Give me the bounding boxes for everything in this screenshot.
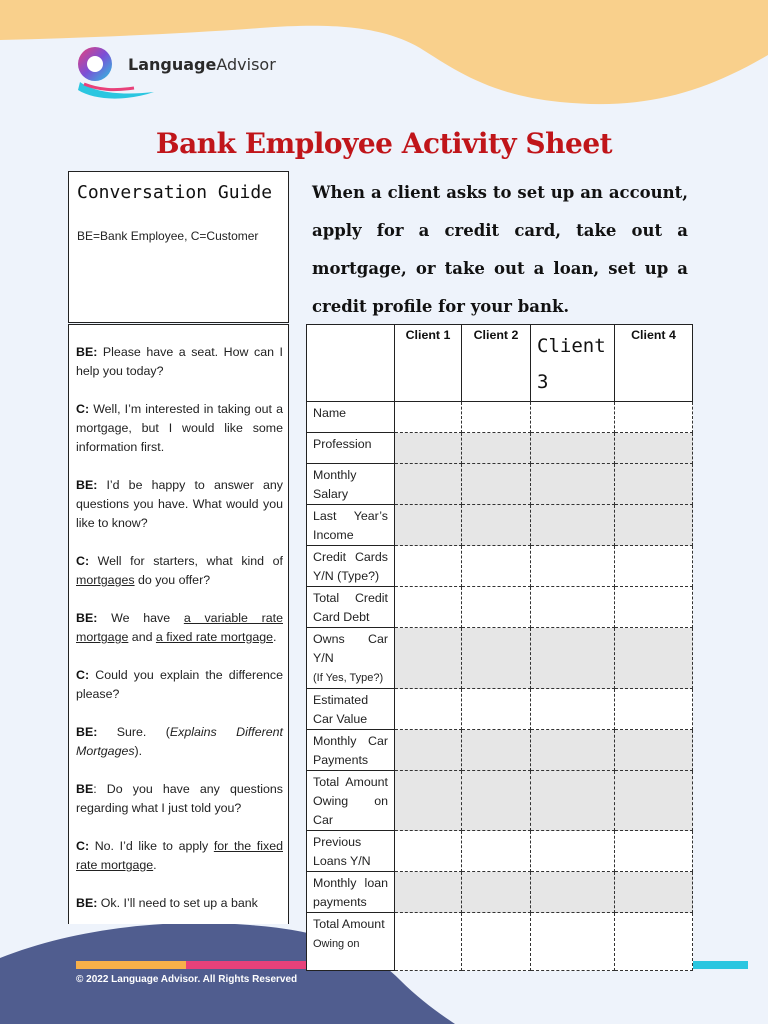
input-cell[interactable] [531, 689, 615, 730]
input-cell[interactable] [462, 546, 531, 587]
input-cell[interactable] [395, 587, 462, 628]
input-cell[interactable] [531, 505, 615, 546]
header-client-2: Client 2 [462, 325, 531, 402]
dialog-line: BE: Sure. (Explains Different Mortgages). [76, 725, 283, 758]
copyright-footer: © 2022 Language Advisor. All Rights Reserved [76, 974, 298, 985]
input-cell[interactable] [615, 464, 693, 505]
instructions-text: When a client asks to set up an account, apply for a credit card, take out a mortgage, or take out a loan, set up a credit profile for your bank. [312, 183, 688, 316]
input-cell[interactable] [615, 730, 693, 771]
row-label-profession: Profession [307, 433, 395, 464]
dialog-line: C: Could you explain the difference please? [76, 668, 283, 701]
input-cell[interactable] [462, 587, 531, 628]
header-client-4: Client 4 [615, 325, 693, 402]
dialog-line: BE: Please have a seat. How can I help you today? [76, 345, 283, 378]
input-cell[interactable] [395, 730, 462, 771]
input-cell[interactable] [615, 689, 693, 730]
dialog-line: BE: Do you have any questions regarding what I just told you? [76, 782, 283, 815]
row-label-name: Name [307, 402, 395, 433]
input-cell[interactable] [462, 913, 531, 971]
row-label-total-credit-card-debt: Total Credit Card Debt [307, 587, 395, 628]
row-label-estimated-car-value: Estimated Car Value [307, 689, 395, 730]
input-cell[interactable] [395, 433, 462, 464]
input-cell[interactable] [462, 628, 531, 689]
row-label-total-amount-owing [307, 913, 395, 971]
input-cell[interactable] [615, 831, 693, 872]
header-client-3: Client 3 [531, 325, 615, 402]
dialog-line: BE: I’d be happy to answer any questions you have. What would you like to know? [76, 478, 283, 530]
input-cell[interactable] [395, 464, 462, 505]
input-cell[interactable] [531, 546, 615, 587]
input-cell[interactable] [462, 831, 531, 872]
input-cell[interactable] [531, 402, 615, 433]
input-cell[interactable] [531, 913, 615, 971]
input-cell[interactable] [395, 831, 462, 872]
input-cell[interactable] [395, 689, 462, 730]
input-cell[interactable] [531, 730, 615, 771]
input-cell[interactable] [615, 628, 693, 689]
conversation-guide-box [68, 171, 289, 323]
input-cell[interactable] [531, 433, 615, 464]
input-cell[interactable] [462, 872, 531, 913]
row-label-owns-car [307, 628, 395, 689]
input-cell[interactable] [395, 546, 462, 587]
guide-legend: BE=Bank Employee, C=Customer [77, 229, 259, 243]
input-cell[interactable] [462, 433, 531, 464]
row-label-text: Owns Car Y/N [313, 632, 388, 665]
input-cell[interactable] [462, 689, 531, 730]
input-cell[interactable] [531, 872, 615, 913]
brand-name: LanguageAdvisor [128, 55, 276, 74]
input-cell[interactable] [462, 464, 531, 505]
header-corner [307, 325, 395, 402]
input-cell[interactable] [615, 505, 693, 546]
client-profile-table [306, 324, 693, 971]
input-cell[interactable] [462, 771, 531, 831]
input-cell[interactable] [395, 771, 462, 831]
input-cell[interactable] [395, 628, 462, 689]
input-cell[interactable] [462, 505, 531, 546]
row-label-text: Total Amount [313, 917, 385, 931]
dialog-line: BE: We have a variable rate mortgage and a fixed rate mortgage. [76, 611, 283, 644]
input-cell[interactable] [615, 771, 693, 831]
input-cell[interactable] [395, 505, 462, 546]
dialog-box [68, 324, 289, 924]
dialog-line: C: Well, I’m interested in taking out a mortgage, but I would like some information first. [76, 402, 283, 454]
row-label-monthly-salary: Monthly Salary [307, 464, 395, 505]
language-advisor-logo [74, 44, 274, 104]
input-cell[interactable] [462, 730, 531, 771]
input-cell[interactable] [615, 587, 693, 628]
row-label-previous-loans: Previous Loans Y/N [307, 831, 395, 872]
input-cell[interactable] [615, 913, 693, 971]
input-cell[interactable] [531, 464, 615, 505]
row-label-note: (If Yes, Type?) [313, 672, 384, 684]
input-cell[interactable] [615, 546, 693, 587]
dialog-line: C: Well for starters, what kind of mortgages do you offer? [76, 554, 283, 587]
input-cell[interactable] [531, 587, 615, 628]
input-cell[interactable] [395, 913, 462, 971]
row-label-monthly-loan-payments: Monthly loan payments [307, 872, 395, 913]
page-title: Bank Employee Activity Sheet [155, 127, 613, 160]
input-cell[interactable] [395, 402, 462, 433]
input-cell[interactable] [462, 402, 531, 433]
input-cell[interactable] [531, 771, 615, 831]
client-profile-table-wrap [306, 324, 693, 950]
input-cell[interactable] [615, 402, 693, 433]
row-label-last-years-income: Last Year’s Income [307, 505, 395, 546]
header-client-1: Client 1 [395, 325, 462, 402]
input-cell[interactable] [615, 433, 693, 464]
input-cell[interactable] [531, 831, 615, 872]
input-cell[interactable] [615, 872, 693, 913]
stripe-orange [76, 961, 186, 969]
dialog-line: BE: Ok. I’ll need to set up a bank [76, 896, 258, 910]
row-label-note: Owing on [313, 938, 360, 950]
guide-title: Conversation Guide [77, 182, 273, 203]
row-label-credit-cards: Credit Cards Y/N (Type?) [307, 546, 395, 587]
dialog-line: C: No. I’d like to apply for the fixed rate mortgage. [76, 839, 283, 872]
row-label-monthly-car-payments: Monthly Car Payments [307, 730, 395, 771]
row-label-total-owing-on-car: Total Amount Owing on Car [307, 771, 395, 831]
input-cell[interactable] [531, 628, 615, 689]
input-cell[interactable] [395, 872, 462, 913]
